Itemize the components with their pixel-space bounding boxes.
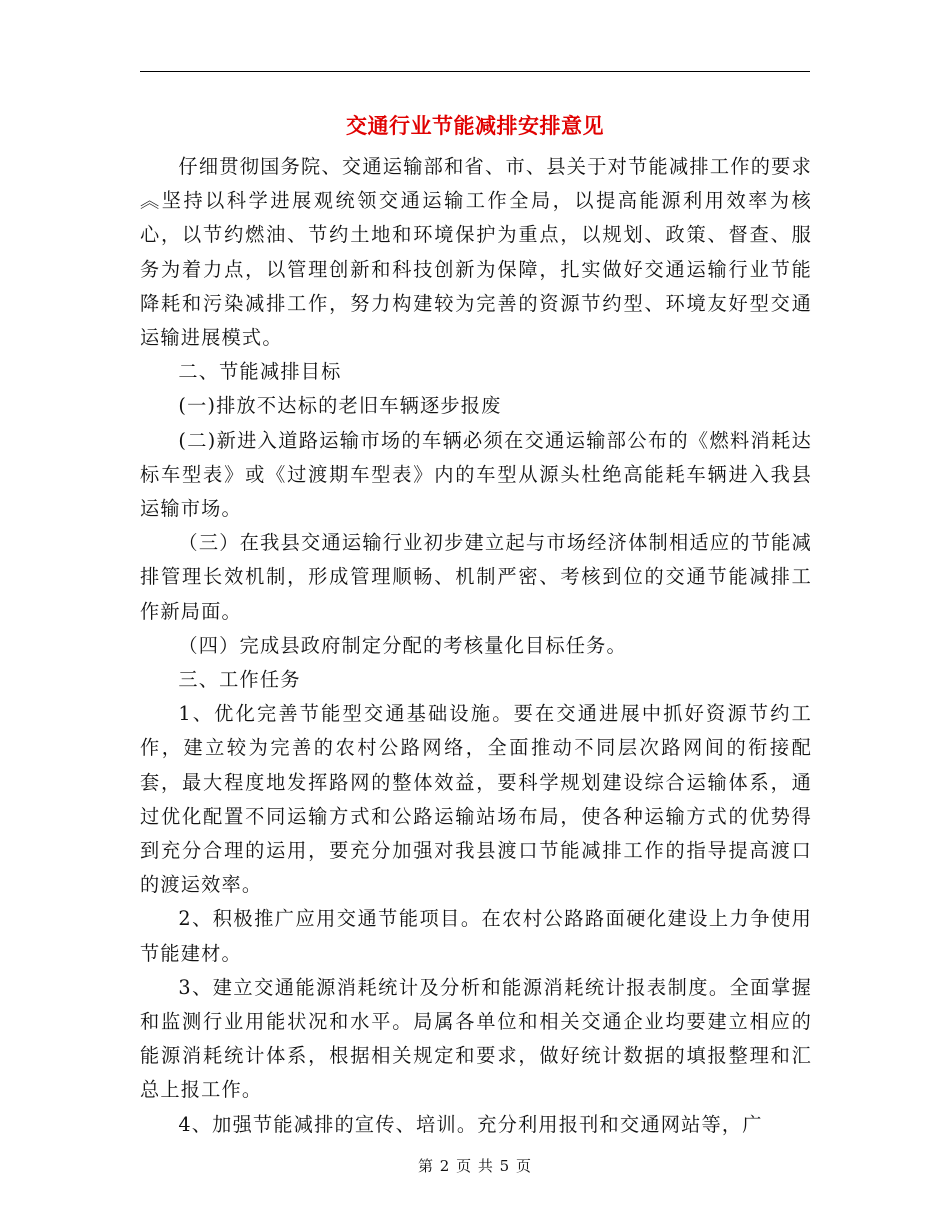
paragraph-goal-1: (一)排放不达标的老旧车辆逐步报废 <box>178 394 502 418</box>
document-title: 交通行业节能减排安排意见 <box>346 114 604 138</box>
heading-tasks: 三、工作任务 <box>178 668 301 692</box>
heading-goals: 二、节能减排目标 <box>178 360 342 384</box>
document-body <box>140 150 812 1142</box>
paragraph-task-2: 2、积极推广应用交通节能项目。在农村公路路面硬化建设上力争使用节能建材。 <box>140 907 812 965</box>
paragraph-goal-3: （三）在我县交通运输行业初步建立起与市场经济体制相适应的节能减排管理长效机制，形成管理顺畅、机制严密、考核到位的交通节能减排工作新局面。 <box>140 531 812 623</box>
paragraph-goal-4: （四）完成县政府制定分配的考核量化目标任务。 <box>178 633 627 657</box>
paragraph-task-4: 4、加强节能减排的宣传、培训。充分利用报刊和交通网站等，广 <box>178 1112 763 1136</box>
paragraph-goal-2: (二)新进入道路运输市场的车辆必须在交通运输部公布的《燃料消耗达标车型表》或《过渡期车型表》内的车型从源头杜绝高能耗车辆进入我县运输市场。 <box>140 428 812 521</box>
paragraph-intro: 仔细贯彻国务院、交通运输部和省、市、县关于对节能减排工作的要求︽坚持以科学进展观统领交通运输工作全局，以提高能源利用效率为核心，以节约燃油、节约土地和环境保护为重点，以规划、政策、督查、服务为着力点，以管理创新和科技创新为保障，扎实做好交通运输行业节能降耗和污染减排工作，努力构建较为完善的资源节约型、环境友好型交通运输进展模式。 <box>140 155 812 350</box>
header-rule <box>140 71 810 72</box>
paragraph-task-3: 3、建立交通能源消耗统计及分析和能源消耗统计报表制度。全面掌握和监测行业用能状况和水平。局属各单位和相关交通企业均要建立相应的能源消耗统计体系，根据相关规定和要求，做好统计数据的填报整理和汇总上报工作。 <box>140 975 812 1102</box>
paragraph-task-1: 1、优化完善节能型交通基础设施。要在交通进展中抓好资源节约工作，建立较为完善的农村公路网络，全面推动不同层次路网间的衔接配套，最大程度地发挥路网的整体效益，要科学规划建设综合运输体系，通过优化配置不同运输方式和公路运输站场布局，使各种运输方式的优势得到充分合理的运用，要充分加强对我县渡口节能减排工作的指导提高渡口的渡运效率。 <box>140 702 812 897</box>
page-number-footer: 第 2 页 共 5 页 <box>418 1157 532 1175</box>
